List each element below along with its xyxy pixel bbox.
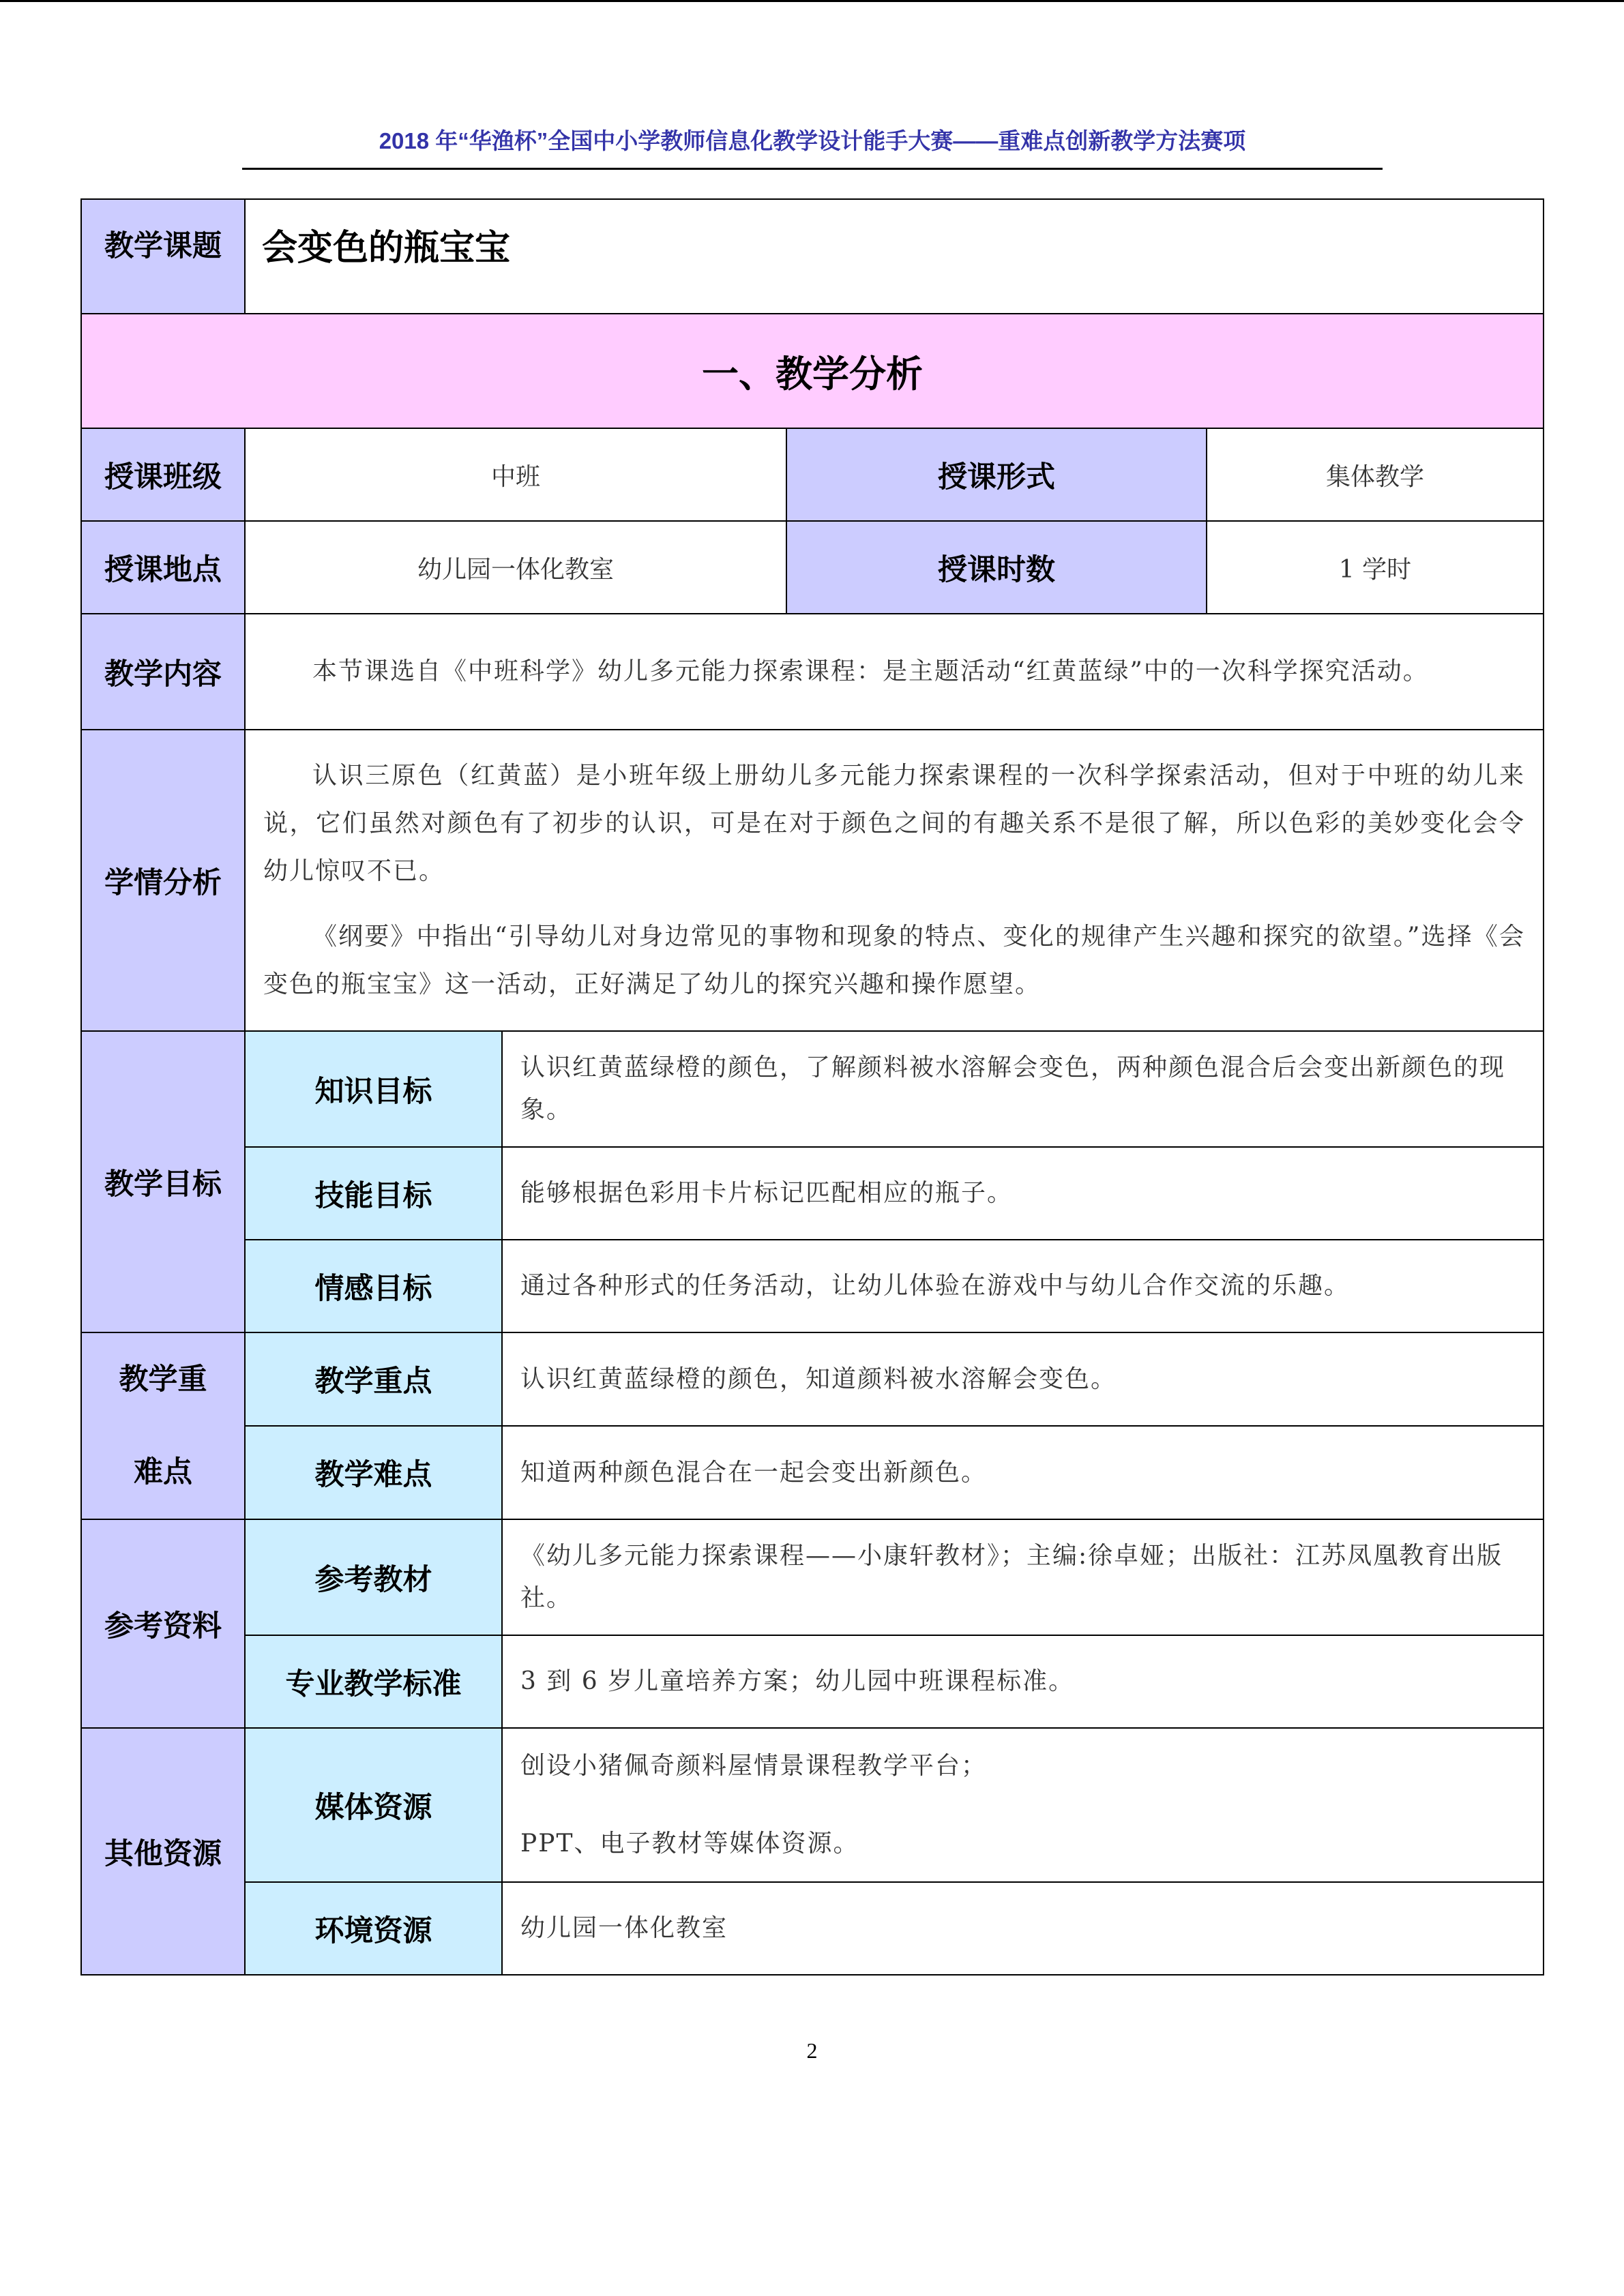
goal-label: 知识目标	[245, 1031, 502, 1147]
analysis-text-cell	[245, 730, 1544, 1031]
goal-label: 情感目标	[245, 1240, 502, 1332]
class-value: 中班	[245, 428, 786, 521]
content-text-cell	[245, 614, 1544, 730]
media-text-line-1: 创设小猪佩奇颜料屋情景课程教学平台；	[520, 1752, 988, 1780]
place-value: 幼儿园一体化教室	[245, 521, 786, 614]
goal-row	[81, 1031, 1544, 1147]
media-row	[81, 1728, 1544, 1882]
page-number: 2	[806, 2038, 818, 2063]
goal-text: 通过各种形式的任务活动，让幼儿体验在游戏中与幼儿合作交流的乐趣。	[520, 1272, 1350, 1300]
goal-text-cell	[502, 1031, 1544, 1147]
reference-label: 参考教材	[245, 1519, 502, 1635]
keypoints-label-line-1: 教学重	[119, 1362, 207, 1397]
keypoint-text-cell	[502, 1426, 1544, 1519]
goal-row	[81, 1240, 1544, 1332]
env-text: 幼儿园一体化教室	[520, 1914, 728, 1942]
place-row	[81, 521, 1544, 614]
keypoint-text: 知道两种颜色混合在一起会变出新颜色。	[520, 1458, 988, 1487]
other-label: 其他资源	[81, 1728, 245, 1975]
keypoints-label-line-2: 难点	[134, 1455, 192, 1489]
reference-text-cell	[502, 1519, 1544, 1635]
goal-label: 技能目标	[245, 1147, 502, 1240]
content-label: 教学内容	[81, 614, 245, 730]
hours-label: 授课时数	[786, 521, 1207, 614]
reference-row	[81, 1519, 1544, 1635]
keypoint-label: 教学难点	[245, 1426, 502, 1519]
reference-text: 《幼儿多元能力探索课程——小康轩教材》；主编:徐卓娅；出版社：江苏凤凰教育出版社。	[520, 1542, 1503, 1612]
env-label: 环境资源	[245, 1882, 502, 1975]
keypoint-text-cell	[502, 1332, 1544, 1426]
content-row	[81, 614, 1544, 730]
analysis-label: 学情分析	[81, 730, 245, 1031]
keypoint-label: 教学重点	[245, 1332, 502, 1426]
keypoint-text: 认识红黄蓝绿橙的颜色，知道颜料被水溶解会变色。	[520, 1365, 1117, 1393]
goal-text: 认识红黄蓝绿橙的颜色，了解颜料被水溶解会变色，两种颜色混合后会变出新颜色的现象。	[520, 1054, 1506, 1124]
keypoint-row	[81, 1426, 1544, 1519]
lesson-plan-table	[80, 198, 1544, 1976]
place-label: 授课地点	[81, 521, 245, 614]
hours-value: 1 学时	[1207, 521, 1544, 614]
analysis-paragraph-1: 认识三原色（红黄蓝）是小班年级上册幼儿多元能力探索课程的一次科学探索活动，但对于中班的幼儿来说，它们虽然对颜色有了初步的认识，可是在对于颜色之间的有趣关系不是很了解，所以色彩的美妙变化会令幼儿惊叹不已。	[263, 762, 1526, 885]
env-text-cell	[502, 1882, 1544, 1975]
keypoints-label	[81, 1332, 245, 1519]
topic-label: 教学课题	[81, 199, 245, 314]
topic-row	[81, 199, 1544, 314]
reference-label: 专业教学标准	[245, 1635, 502, 1728]
goal-row	[81, 1147, 1544, 1240]
goal-text-cell	[502, 1147, 1544, 1240]
section-row	[81, 314, 1544, 428]
media-text-cell	[502, 1728, 1544, 1882]
content-text: 本节课选自《中班科学》幼儿多元能力探索课程：是主题活动“红黄蓝绿”中的一次科学探究活动。	[312, 657, 1429, 685]
form-label: 授课形式	[786, 428, 1207, 521]
goals-label: 教学目标	[81, 1031, 245, 1332]
analysis-row	[81, 730, 1544, 1031]
section-title: 一、教学分析	[81, 314, 1544, 428]
env-row	[81, 1882, 1544, 1975]
reference-row	[81, 1635, 1544, 1728]
analysis-paragraph-2: 《纲要》中指出“引导幼儿对身边常见的事物和现象的特点、变化的规律产生兴趣和探究的欲望。”选择《会变色的瓶宝宝》这一活动，正好满足了幼儿的探究兴趣和操作愿望。	[263, 923, 1526, 998]
reference-text: 3 到 6 岁儿童培养方案；幼儿园中班课程标准。	[520, 1667, 1075, 1695]
keypoint-row	[81, 1332, 1544, 1426]
form-value: 集体教学	[1207, 428, 1544, 521]
class-label: 授课班级	[81, 428, 245, 521]
topic-value: 会变色的瓶宝宝	[245, 199, 1544, 314]
class-row	[81, 428, 1544, 521]
media-text-line-2: PPT、电子教材等媒体资源。	[520, 1830, 859, 1858]
goal-text: 能够根据色彩用卡片标记匹配相应的瓶子。	[520, 1179, 1014, 1207]
reference-text-cell	[502, 1635, 1544, 1728]
references-label: 参考资料	[81, 1519, 245, 1728]
media-label: 媒体资源	[245, 1728, 502, 1882]
page-header: 2018 年“华渔杯”全国中小学教师信息化教学设计能手大赛——重难点创新教学方法赛项	[242, 123, 1383, 170]
goal-text-cell	[502, 1240, 1544, 1332]
